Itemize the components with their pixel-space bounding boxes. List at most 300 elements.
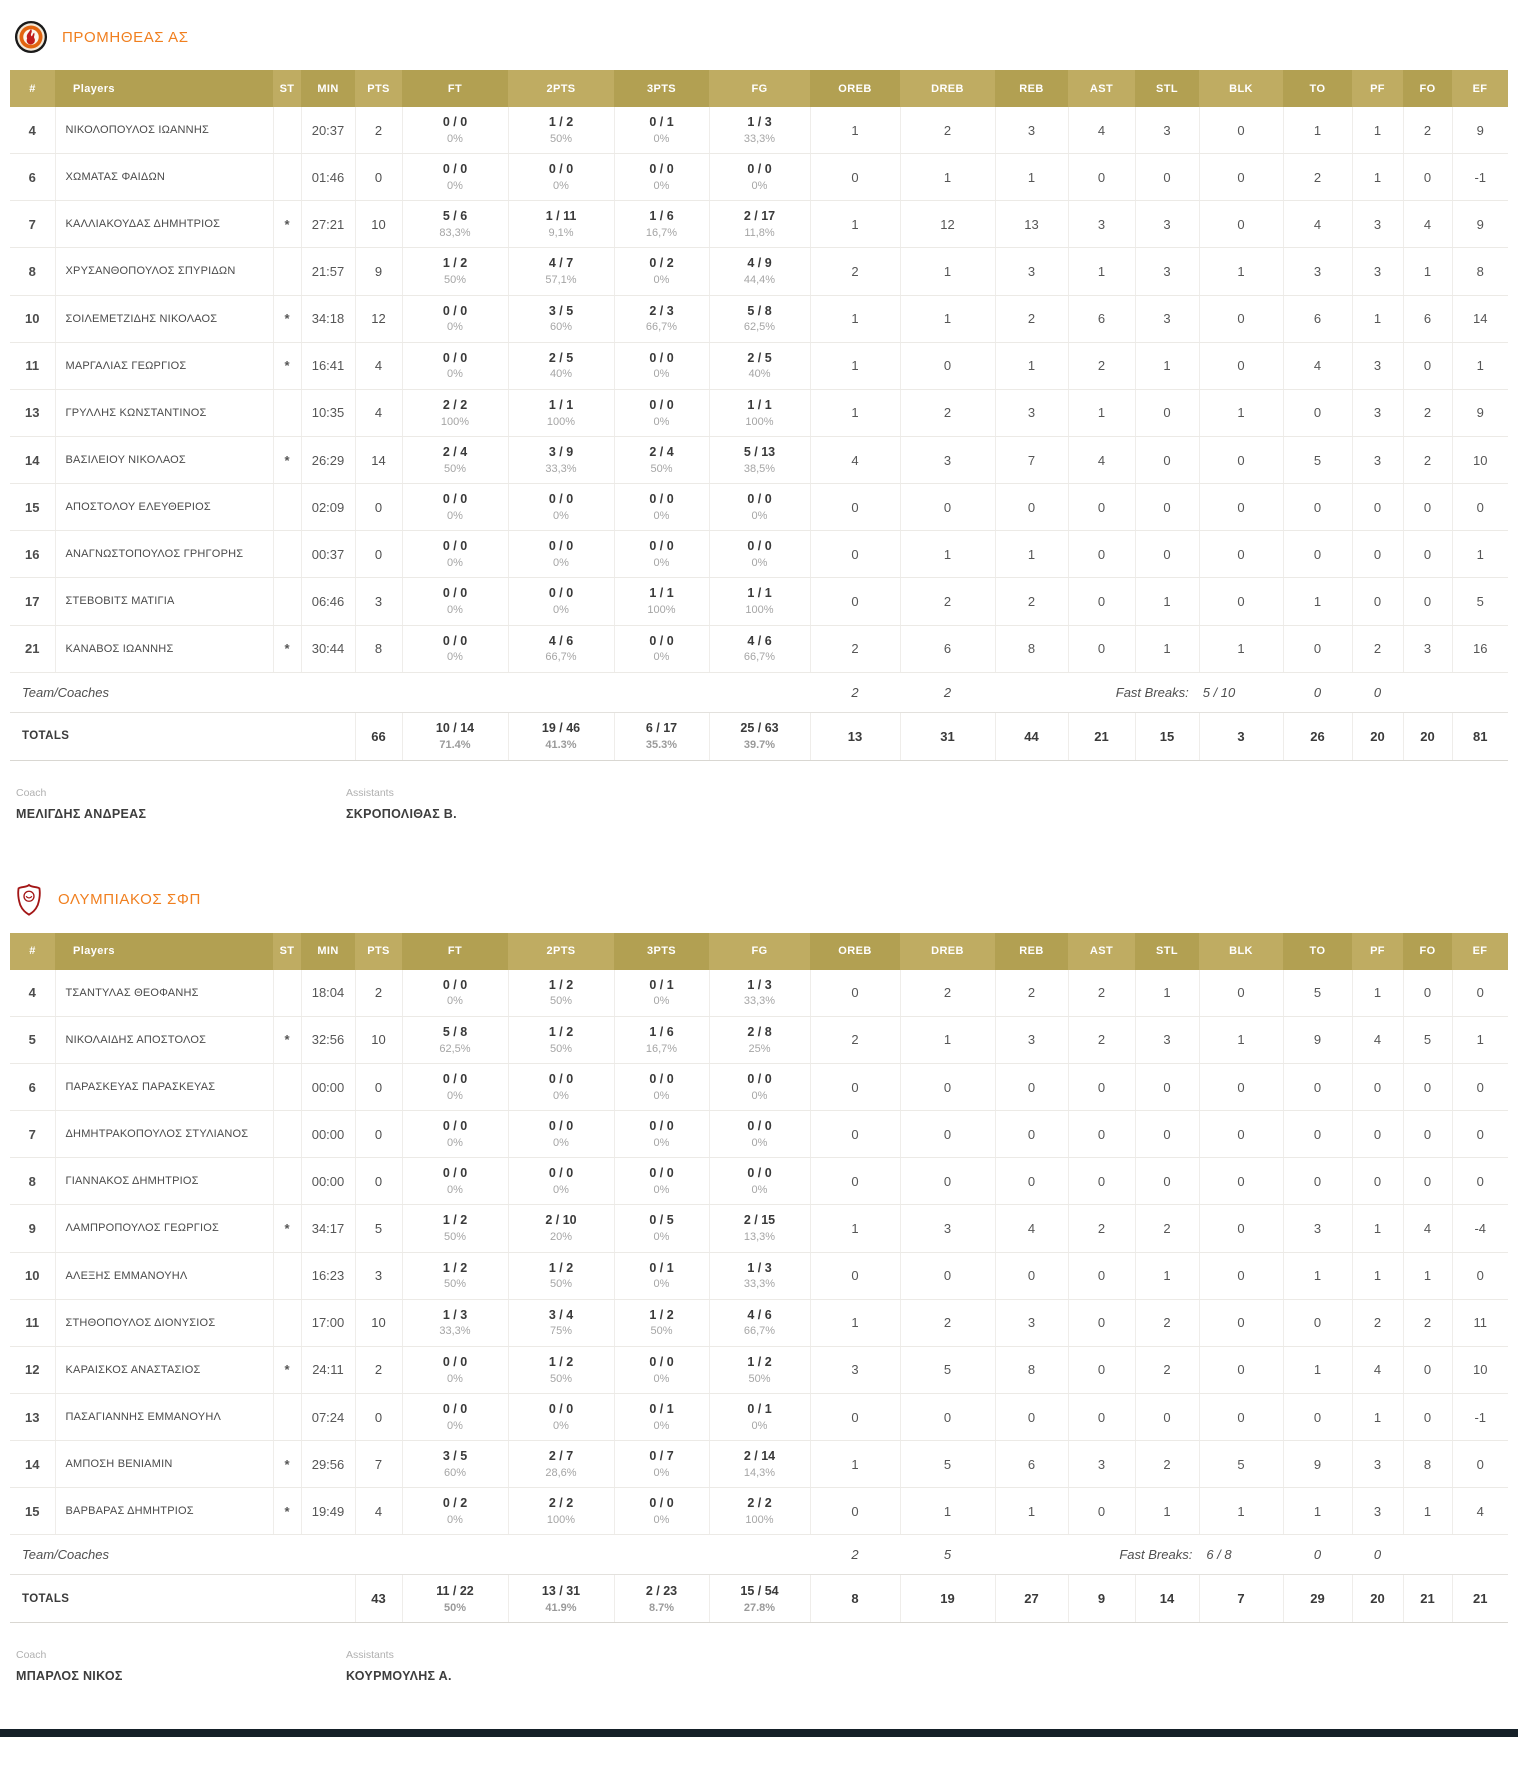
shooting-cell-fg: 2 / 15 13,3% — [709, 1205, 810, 1252]
stat-to: 0 — [1283, 1063, 1352, 1110]
fast-breaks: Fast Breaks: 5 / 10 — [1068, 672, 1283, 712]
starter-mark — [273, 248, 301, 295]
stat-reb: 3 — [995, 389, 1068, 436]
points: 10 — [355, 1299, 402, 1346]
team-section-olympiakos — [0, 821, 1518, 1684]
team-header — [10, 877, 1508, 933]
points: 7 — [355, 1441, 402, 1488]
stat-ef: -1 — [1452, 154, 1508, 201]
stat-oreb: 0 — [810, 1111, 900, 1158]
player-name: ΓΡΥΛΛΗΣ ΚΩΝΣΤΑΝΤΙΝΟΣ — [55, 389, 273, 436]
footer-bar — [0, 1729, 1518, 1737]
shooting-cell-3pts: 1 / 6 16,7% — [614, 201, 709, 248]
stat-reb: 1 — [995, 531, 1068, 578]
starter-mark — [273, 484, 301, 531]
player-name: ΧΡΥΣΑΝΘΟΠΟΥΛΟΣ ΣΠΥΡΙΔΩΝ — [55, 248, 273, 295]
stat-ast: 1 — [1068, 389, 1135, 436]
stat-blk: 0 — [1199, 1205, 1283, 1252]
stat-ast: 0 — [1068, 1063, 1135, 1110]
stat-dreb: 0 — [900, 1252, 995, 1299]
shooting-cell-3pts: 0 / 0 0% — [614, 154, 709, 201]
stat-fo: 1 — [1403, 1488, 1452, 1535]
starter-mark — [273, 970, 301, 1017]
shooting-cell-3pts: 0 / 0 0% — [614, 484, 709, 531]
stat-to: 0 — [1283, 531, 1352, 578]
coach-block — [10, 761, 1508, 821]
shooting-cell-fg: 5 / 13 38,5% — [709, 436, 810, 483]
stat-reb: 0 — [995, 484, 1068, 531]
stat-ast: 0 — [1068, 484, 1135, 531]
stat-fo: 0 — [1403, 1158, 1452, 1205]
stat-reb: 0 — [995, 1393, 1068, 1440]
totals-ast: 9 — [1068, 1575, 1135, 1623]
stat-ef: 5 — [1452, 578, 1508, 625]
team-coaches-row — [10, 1535, 1508, 1575]
stat-to: 5 — [1283, 436, 1352, 483]
shooting-cell-3pts: 2 / 3 66,7% — [614, 295, 709, 342]
stat-to: 1 — [1283, 1346, 1352, 1393]
stat-dreb: 0 — [900, 342, 995, 389]
minutes: 00:37 — [301, 531, 355, 578]
starter-mark: * — [273, 1205, 301, 1252]
stat-fo: 2 — [1403, 389, 1452, 436]
minutes: 21:57 — [301, 248, 355, 295]
stat-oreb: 2 — [810, 625, 900, 672]
stat-oreb: 1 — [810, 1205, 900, 1252]
totals-blk: 3 — [1199, 712, 1283, 760]
stat-to: 0 — [1283, 389, 1352, 436]
shooting-cell-3pts: 0 / 2 0% — [614, 248, 709, 295]
stat-oreb: 0 — [810, 154, 900, 201]
player-row — [10, 389, 1508, 436]
column-header-2pts: 2PTS — [508, 70, 614, 107]
stat-dreb: 3 — [900, 1205, 995, 1252]
totals-to: 29 — [1283, 1575, 1352, 1623]
column-header-st: ST — [273, 70, 301, 107]
minutes: 20:37 — [301, 107, 355, 154]
column-header-fo: FO — [1403, 70, 1452, 107]
stat-ef: 0 — [1452, 484, 1508, 531]
team-oreb: 2 — [810, 1535, 900, 1575]
stat-oreb: 0 — [810, 1252, 900, 1299]
shooting-cell-ft: 1 / 3 33,3% — [402, 1299, 508, 1346]
starter-mark: * — [273, 201, 301, 248]
stat-fo: 0 — [1403, 578, 1452, 625]
stat-ef: 10 — [1452, 436, 1508, 483]
player-row — [10, 1299, 1508, 1346]
shooting-cell-fg: 1 / 1 100% — [709, 389, 810, 436]
shooting-cell-2pts: 0 / 0 0% — [508, 154, 614, 201]
stat-stl: 0 — [1135, 531, 1199, 578]
stat-oreb: 0 — [810, 1393, 900, 1440]
stat-ef: 8 — [1452, 248, 1508, 295]
starter-mark — [273, 1158, 301, 1205]
column-header-stl: STL — [1135, 933, 1199, 970]
shooting-cell-2pts: 0 / 0 0% — [508, 1393, 614, 1440]
shooting-cell-3pts: 1 / 2 50% — [614, 1299, 709, 1346]
player-number: 5 — [10, 1016, 55, 1063]
stat-ef: 0 — [1452, 1441, 1508, 1488]
shooting-cell-2pts: 1 / 1 100% — [508, 389, 614, 436]
stat-dreb: 3 — [900, 436, 995, 483]
stat-ast: 4 — [1068, 436, 1135, 483]
player-row — [10, 1346, 1508, 1393]
minutes: 00:00 — [301, 1111, 355, 1158]
stat-pf: 3 — [1352, 342, 1403, 389]
shooting-cell-fg: 4 / 9 44,4% — [709, 248, 810, 295]
shooting-cell-3pts: 0 / 1 0% — [614, 970, 709, 1017]
totals-reb: 44 — [995, 712, 1068, 760]
stat-oreb: 1 — [810, 295, 900, 342]
stat-oreb: 1 — [810, 389, 900, 436]
stat-stl: 1 — [1135, 1252, 1199, 1299]
column-header-pf: PF — [1352, 70, 1403, 107]
team-section-promitheas — [0, 0, 1518, 821]
shooting-cell-3pts: 0 / 0 0% — [614, 389, 709, 436]
minutes: 34:17 — [301, 1205, 355, 1252]
shooting-cell-fg: 2 / 5 40% — [709, 342, 810, 389]
points: 2 — [355, 970, 402, 1017]
totals-label: TOTALS — [10, 1575, 355, 1623]
stat-pf: 3 — [1352, 201, 1403, 248]
column-header-ft: FT — [402, 70, 508, 107]
stat-ef: 9 — [1452, 201, 1508, 248]
stat-pf: 2 — [1352, 625, 1403, 672]
totals-fg: 15 / 54 27.8% — [709, 1575, 810, 1623]
stat-ef: 10 — [1452, 1346, 1508, 1393]
column-header-players: Players — [55, 933, 273, 970]
stat-blk: 0 — [1199, 295, 1283, 342]
stat-stl: 2 — [1135, 1346, 1199, 1393]
stat-to: 1 — [1283, 1252, 1352, 1299]
totals-dreb: 31 — [900, 712, 995, 760]
stat-dreb: 0 — [900, 1393, 995, 1440]
stat-stl: 2 — [1135, 1299, 1199, 1346]
player-row — [10, 154, 1508, 201]
stat-oreb: 0 — [810, 1488, 900, 1535]
coach-label: Coach — [16, 1649, 47, 1662]
stat-pf: 1 — [1352, 970, 1403, 1017]
stat-to: 0 — [1283, 1299, 1352, 1346]
stat-to: 3 — [1283, 1205, 1352, 1252]
stat-reb: 3 — [995, 248, 1068, 295]
player-name: ΒΑΡΒΑΡΑΣ ΔΗΜΗΤΡΙΟΣ — [55, 1488, 273, 1535]
totals-fo: 21 — [1403, 1575, 1452, 1623]
points: 0 — [355, 1111, 402, 1158]
stat-fo: 0 — [1403, 1111, 1452, 1158]
player-number: 9 — [10, 1205, 55, 1252]
stat-ast: 3 — [1068, 201, 1135, 248]
stat-stl: 0 — [1135, 389, 1199, 436]
stat-stl: 0 — [1135, 1063, 1199, 1110]
shooting-cell-3pts: 0 / 1 0% — [614, 107, 709, 154]
stat-pf: 1 — [1352, 1252, 1403, 1299]
stat-ef: 11 — [1452, 1299, 1508, 1346]
player-row — [10, 201, 1508, 248]
points: 5 — [355, 1205, 402, 1252]
shooting-cell-ft: 0 / 0 0% — [402, 1346, 508, 1393]
stat-blk: 0 — [1199, 154, 1283, 201]
player-name: ΠΑΣΑΓΙΑΝΝΗΣ ΕΜΜΑΝΟΥΗΛ — [55, 1393, 273, 1440]
shooting-cell-ft: 0 / 0 0% — [402, 107, 508, 154]
shooting-cell-ft: 3 / 5 60% — [402, 1441, 508, 1488]
starter-mark: * — [273, 342, 301, 389]
minutes: 07:24 — [301, 1393, 355, 1440]
player-number: 11 — [10, 342, 55, 389]
player-row — [10, 1158, 1508, 1205]
stat-reb: 3 — [995, 1016, 1068, 1063]
fast-breaks: Fast Breaks: 6 / 8 — [1068, 1535, 1283, 1575]
shooting-cell-fg: 1 / 1 100% — [709, 578, 810, 625]
shooting-cell-ft: 1 / 2 50% — [402, 248, 508, 295]
player-name: ΛΑΜΠΡΟΠΟΥΛΟΣ ΓΕΩΡΓΙΟΣ — [55, 1205, 273, 1252]
player-row — [10, 295, 1508, 342]
stat-pf: 1 — [1352, 295, 1403, 342]
shooting-cell-2pts: 1 / 2 50% — [508, 1016, 614, 1063]
shooting-cell-2pts: 1 / 2 50% — [508, 970, 614, 1017]
table-header — [10, 933, 1508, 970]
team-coaches-label: Team/Coaches — [10, 672, 402, 712]
shooting-cell-ft: 0 / 0 0% — [402, 578, 508, 625]
shooting-cell-fg: 0 / 0 0% — [709, 531, 810, 578]
shooting-cell-2pts: 2 / 5 40% — [508, 342, 614, 389]
stat-pf: 1 — [1352, 1205, 1403, 1252]
team-header — [10, 14, 1508, 70]
totals-ast: 21 — [1068, 712, 1135, 760]
shooting-cell-3pts: 0 / 0 0% — [614, 342, 709, 389]
stat-blk: 5 — [1199, 1441, 1283, 1488]
stat-to: 9 — [1283, 1441, 1352, 1488]
shooting-cell-ft: 0 / 0 0% — [402, 1111, 508, 1158]
column-header-num: # — [10, 933, 55, 970]
stat-pf: 3 — [1352, 1488, 1403, 1535]
player-number: 12 — [10, 1346, 55, 1393]
stat-dreb: 2 — [900, 578, 995, 625]
stat-oreb: 2 — [810, 248, 900, 295]
totals-pts: 43 — [355, 1575, 402, 1623]
stat-fo: 6 — [1403, 295, 1452, 342]
player-name: ΠΑΡΑΣΚΕΥΑΣ ΠΑΡΑΣΚΕΥΑΣ — [55, 1063, 273, 1110]
box-score-table — [10, 933, 1508, 1624]
player-number: 14 — [10, 1441, 55, 1488]
stat-to: 0 — [1283, 1393, 1352, 1440]
stat-ef: 0 — [1452, 1111, 1508, 1158]
shooting-cell-ft: 0 / 0 0% — [402, 1393, 508, 1440]
stat-pf: 3 — [1352, 436, 1403, 483]
red-crest-logo-icon — [14, 883, 44, 917]
stat-stl: 3 — [1135, 1016, 1199, 1063]
team-dreb: 5 — [900, 1535, 995, 1575]
stat-ef: -1 — [1452, 1393, 1508, 1440]
shooting-cell-ft: 1 / 2 50% — [402, 1252, 508, 1299]
stat-fo: 2 — [1403, 1299, 1452, 1346]
starter-mark — [273, 578, 301, 625]
shooting-cell-2pts: 0 / 0 0% — [508, 531, 614, 578]
stat-blk: 0 — [1199, 1111, 1283, 1158]
column-header-fg: FG — [709, 70, 810, 107]
minutes: 29:56 — [301, 1441, 355, 1488]
starter-mark: * — [273, 1016, 301, 1063]
minutes: 02:09 — [301, 484, 355, 531]
stat-ef: 14 — [1452, 295, 1508, 342]
minutes: 34:18 — [301, 295, 355, 342]
totals-reb: 27 — [995, 1575, 1068, 1623]
minutes: 18:04 — [301, 970, 355, 1017]
stat-fo: 5 — [1403, 1016, 1452, 1063]
stat-stl: 1 — [1135, 1488, 1199, 1535]
stat-dreb: 1 — [900, 295, 995, 342]
player-row — [10, 1016, 1508, 1063]
column-header-players: Players — [55, 70, 273, 107]
player-name: ΚΑΛΛΙΑΚΟΥΔΑΣ ΔΗΜΗΤΡΙΟΣ — [55, 201, 273, 248]
stat-oreb: 3 — [810, 1346, 900, 1393]
stat-reb: 2 — [995, 578, 1068, 625]
player-row — [10, 107, 1508, 154]
shooting-cell-3pts: 0 / 0 0% — [614, 1063, 709, 1110]
stat-dreb: 2 — [900, 1299, 995, 1346]
column-header-pts: PTS — [355, 933, 402, 970]
points: 4 — [355, 342, 402, 389]
player-row — [10, 1441, 1508, 1488]
coach-name: ΜΕΛΙΓΔΗΣ ΑΝΔΡΕΑΣ — [16, 806, 147, 821]
stat-dreb: 1 — [900, 531, 995, 578]
stat-to: 4 — [1283, 342, 1352, 389]
player-number: 16 — [10, 531, 55, 578]
stat-ef: 0 — [1452, 1252, 1508, 1299]
stat-blk: 0 — [1199, 1252, 1283, 1299]
player-number: 11 — [10, 1299, 55, 1346]
points: 2 — [355, 1346, 402, 1393]
shooting-cell-ft: 0 / 0 0% — [402, 970, 508, 1017]
points: 0 — [355, 1393, 402, 1440]
stat-pf: 4 — [1352, 1016, 1403, 1063]
starter-mark: * — [273, 625, 301, 672]
totals-ft: 10 / 14 71.4% — [402, 712, 508, 760]
stat-fo: 1 — [1403, 1252, 1452, 1299]
player-row — [10, 625, 1508, 672]
points: 12 — [355, 295, 402, 342]
stat-oreb: 1 — [810, 1441, 900, 1488]
player-number: 10 — [10, 1252, 55, 1299]
player-name: ΣΤΗΘΟΠΟΥΛΟΣ ΔΙΟΝΥΣΙΟΣ — [55, 1299, 273, 1346]
stat-stl: 0 — [1135, 484, 1199, 531]
starter-mark — [273, 1063, 301, 1110]
team-name: ΠΡΟΜΗΘΕΑΣ ΑΣ — [62, 28, 189, 46]
stat-ast: 3 — [1068, 1441, 1135, 1488]
shooting-cell-fg: 1 / 2 50% — [709, 1346, 810, 1393]
coach-label: Coach — [16, 786, 47, 799]
points: 10 — [355, 1016, 402, 1063]
stat-to: 2 — [1283, 154, 1352, 201]
stat-stl: 0 — [1135, 1393, 1199, 1440]
stat-reb: 1 — [995, 154, 1068, 201]
points: 0 — [355, 1063, 402, 1110]
stat-dreb: 0 — [900, 1111, 995, 1158]
totals-2pts: 13 / 31 41.9% — [508, 1575, 614, 1623]
shooting-cell-3pts: 0 / 7 0% — [614, 1441, 709, 1488]
points: 0 — [355, 154, 402, 201]
points: 14 — [355, 436, 402, 483]
player-row — [10, 1111, 1508, 1158]
totals-3pts: 2 / 23 8.7% — [614, 1575, 709, 1623]
shooting-cell-fg: 0 / 0 0% — [709, 1158, 810, 1205]
stat-pf: 3 — [1352, 1441, 1403, 1488]
stat-ef: 9 — [1452, 389, 1508, 436]
player-number: 13 — [10, 389, 55, 436]
shooting-cell-ft: 2 / 4 50% — [402, 436, 508, 483]
points: 0 — [355, 484, 402, 531]
shooting-cell-ft: 2 / 2 100% — [402, 389, 508, 436]
points: 4 — [355, 389, 402, 436]
points: 2 — [355, 107, 402, 154]
column-header-oreb: OREB — [810, 70, 900, 107]
shooting-cell-3pts: 0 / 0 0% — [614, 1488, 709, 1535]
stat-blk: 0 — [1199, 531, 1283, 578]
stat-reb: 3 — [995, 1299, 1068, 1346]
stat-pf: 0 — [1352, 1063, 1403, 1110]
stat-ef: 1 — [1452, 1016, 1508, 1063]
stat-stl: 3 — [1135, 248, 1199, 295]
stat-ef: 0 — [1452, 1063, 1508, 1110]
starter-mark — [273, 1393, 301, 1440]
column-header-ef: EF — [1452, 70, 1508, 107]
shooting-cell-2pts: 4 / 7 57,1% — [508, 248, 614, 295]
points: 4 — [355, 1488, 402, 1535]
stat-pf: 3 — [1352, 248, 1403, 295]
team-name: ΟΛΥΜΠΙΑΚΟΣ ΣΦΠ — [58, 891, 201, 909]
minutes: 16:41 — [301, 342, 355, 389]
column-header-min: MIN — [301, 70, 355, 107]
column-header-dreb: DREB — [900, 933, 995, 970]
stat-reb: 0 — [995, 1252, 1068, 1299]
minutes: 17:00 — [301, 1299, 355, 1346]
stat-oreb: 0 — [810, 970, 900, 1017]
shooting-cell-2pts: 0 / 0 0% — [508, 484, 614, 531]
stat-stl: 1 — [1135, 342, 1199, 389]
stat-ast: 0 — [1068, 154, 1135, 201]
player-row — [10, 970, 1508, 1017]
starter-mark: * — [273, 295, 301, 342]
column-header-ast: AST — [1068, 70, 1135, 107]
stat-fo: 0 — [1403, 484, 1452, 531]
stat-dreb: 0 — [900, 1063, 995, 1110]
player-number: 8 — [10, 1158, 55, 1205]
column-header-oreb: OREB — [810, 933, 900, 970]
stat-ast: 0 — [1068, 578, 1135, 625]
stat-stl: 3 — [1135, 201, 1199, 248]
shooting-cell-2pts: 1 / 2 50% — [508, 1346, 614, 1393]
stat-fo: 1 — [1403, 248, 1452, 295]
stat-blk: 0 — [1199, 107, 1283, 154]
team-coaches-label: Team/Coaches — [10, 1535, 402, 1575]
totals-ef: 81 — [1452, 712, 1508, 760]
shooting-cell-2pts: 0 / 0 0% — [508, 1063, 614, 1110]
starter-mark: * — [273, 1346, 301, 1393]
stat-pf: 1 — [1352, 1393, 1403, 1440]
shooting-cell-3pts: 0 / 1 0% — [614, 1252, 709, 1299]
stat-oreb: 1 — [810, 1299, 900, 1346]
player-name: ΓΙΑΝΝΑΚΟΣ ΔΗΜΗΤΡΙΟΣ — [55, 1158, 273, 1205]
shooting-cell-2pts: 0 / 0 0% — [508, 578, 614, 625]
starter-mark — [273, 1111, 301, 1158]
stat-to: 3 — [1283, 248, 1352, 295]
stat-fo: 0 — [1403, 1063, 1452, 1110]
stat-stl: 0 — [1135, 154, 1199, 201]
stat-reb: 6 — [995, 1441, 1068, 1488]
stat-pf: 1 — [1352, 154, 1403, 201]
column-header-st: ST — [273, 933, 301, 970]
stat-reb: 1 — [995, 342, 1068, 389]
